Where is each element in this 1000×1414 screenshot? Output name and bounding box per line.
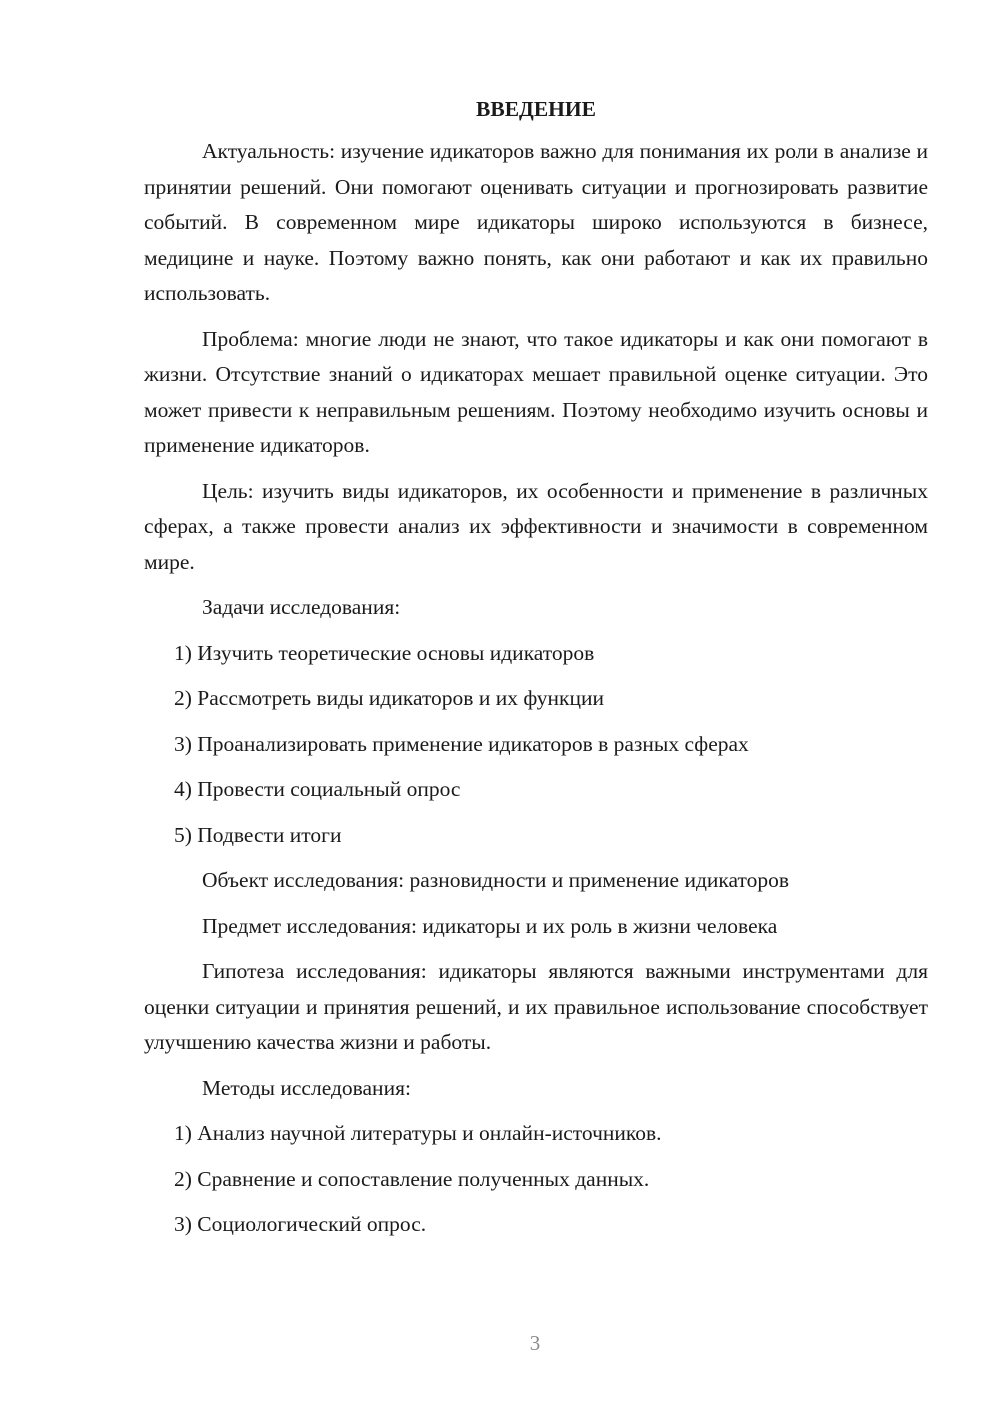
list-item: 2) Сравнение и сопоставление полученных данных. [174, 1166, 650, 1191]
goal-paragraph: Цель: изучить виды идикаторов, их особенности и применение в различных сферах, а также провести анализ их эффективности и значимости в современном мире. [144, 478, 928, 574]
subject-paragraph: Предмет исследования: идикаторы и их роль в жизни человека [202, 913, 778, 938]
methods-heading: Методы исследования: [202, 1075, 411, 1100]
methods-list [144, 1116, 928, 1243]
list-item: 1) Анализ научной литературы и онлайн-источников. [174, 1121, 662, 1145]
page-number: 3 [529, 1331, 541, 1355]
relevance-paragraph: Актуальность: изучение идикаторов важно для понимания их роли в анализе и принятии решений. Они помогают оценивать ситуации и прогнозировать развитие событий. В современном мире идикаторы широко используются в бизнесе, медицине и науке. Поэтому важно понять, как они работают и как их правильно использовать. [144, 139, 928, 305]
list-item: 4) Провести социальный опрос [174, 777, 461, 801]
list-item: 5) Подвести итоги [174, 822, 342, 847]
page-content [144, 92, 928, 1253]
page-title: ВВЕДЕНИЕ [476, 97, 596, 121]
hypothesis-paragraph: Гипотеза исследования: идикаторы являются важными инструментами для оценки ситуации и принятия решений, и их правильное использование способствует улучшению качества жизни и работы. [144, 959, 928, 1054]
tasks-list [144, 636, 928, 854]
list-item: 3) Проанализировать применение идикаторов в разных сферах [174, 731, 749, 756]
list-item: 3) Социологический опрос. [174, 1212, 427, 1236]
list-item: 2) Рассмотреть виды идикаторов и их функции [174, 686, 604, 710]
list-item: 1) Изучить теоретические основы идикаторов [174, 640, 595, 665]
tasks-heading: Задачи исследования: [202, 595, 401, 619]
problem-paragraph: Проблема: многие люди не знают, что такое идикаторы и как они помогают в жизни. Отсутствие знаний о идикаторах мешает правильной оценке ситуации. Это может привести к неправильным решениям. Поэтому необходимо изучить основы и применение идикаторов. [144, 326, 928, 457]
object-paragraph: Объект исследования: разновидности и применение идикаторов [202, 868, 790, 892]
